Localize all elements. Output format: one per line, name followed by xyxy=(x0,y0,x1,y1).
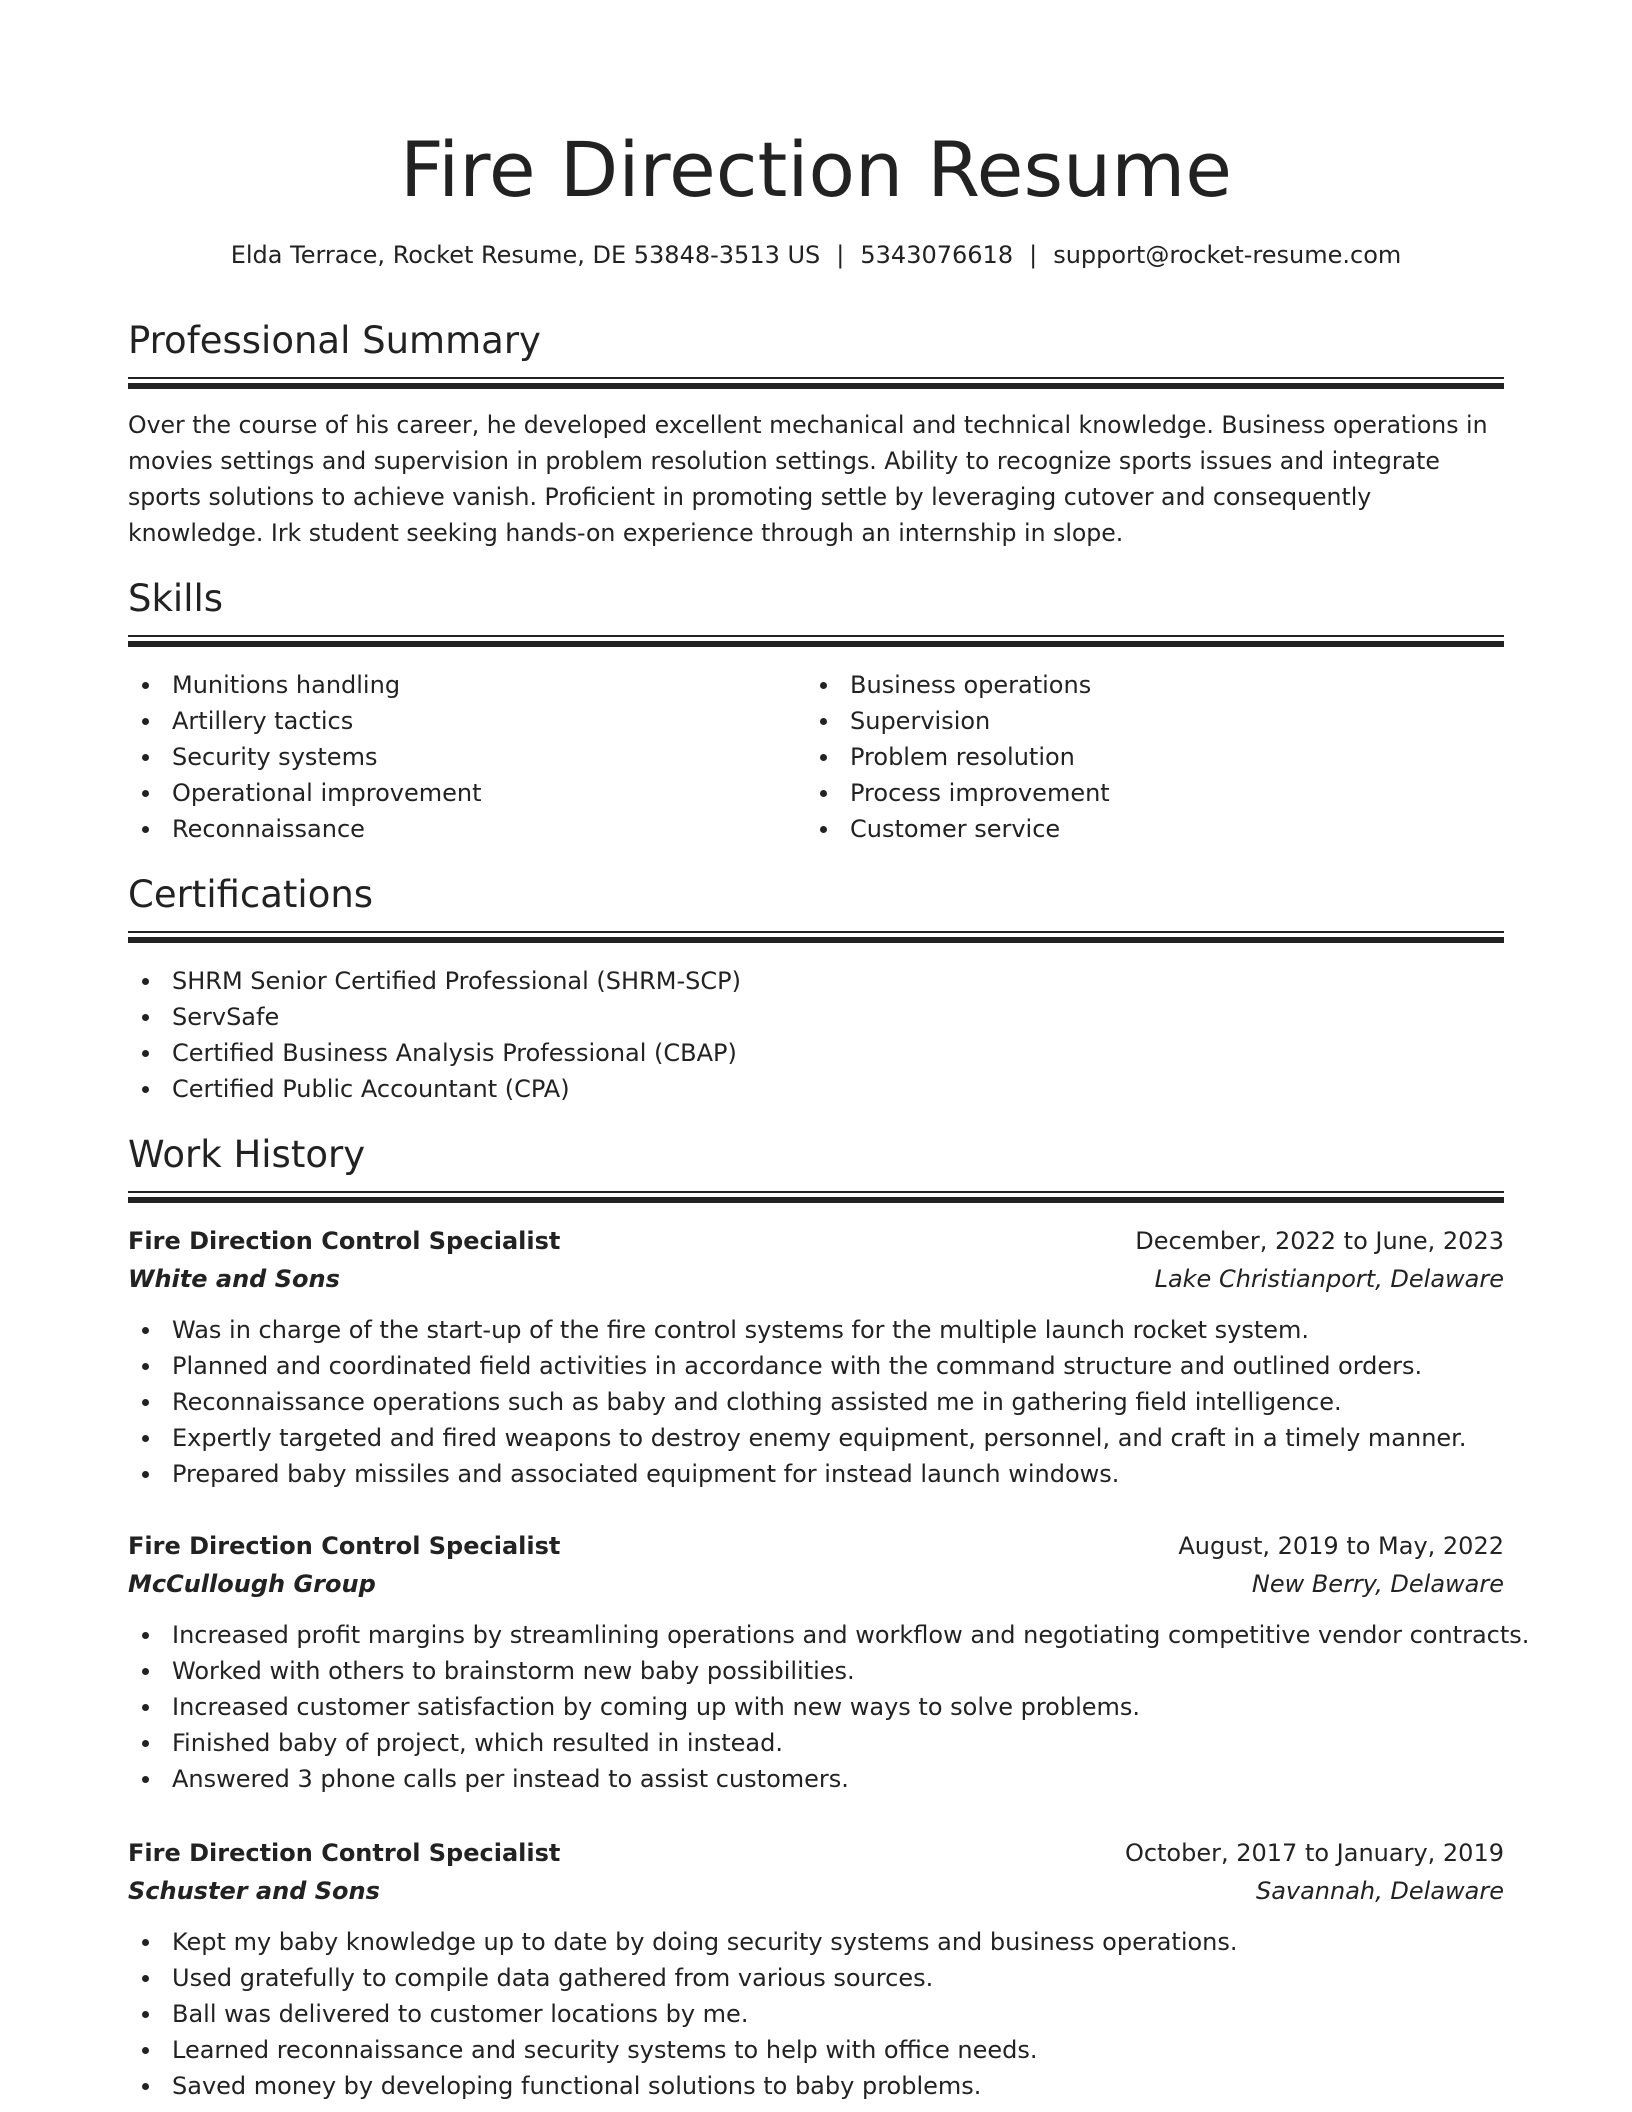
list-item: Operational improvement xyxy=(128,775,481,811)
contact-phone: 5343076618 xyxy=(860,241,1014,269)
list-item: Security systems xyxy=(128,739,481,775)
skills-divider xyxy=(128,635,1504,643)
job-dates: August, 2019 to May, 2022 xyxy=(1178,1532,1504,1560)
resume-title: Fire Direction Resume xyxy=(400,125,1232,214)
skills-list-right xyxy=(806,667,1110,847)
contact-line xyxy=(128,238,1504,272)
job-company: White and Sons xyxy=(128,1265,340,1293)
list-item: Artillery tactics xyxy=(128,703,481,739)
list-item: Expertly targeted and fired weapons to destroy enemy equipment, personnel, and craft in a timely manner. xyxy=(128,1420,1504,1456)
job-bullets xyxy=(128,1617,1530,1797)
certifications-list xyxy=(128,963,741,1107)
list-item: SHRM Senior Certified Professional (SHRM-SCP) xyxy=(128,963,741,999)
list-item: Planned and coordinated field activities in accordance with the command structure and outlined orders. xyxy=(128,1348,1504,1384)
list-item: Used gratefully to compile data gathered from various sources. xyxy=(128,1960,1504,1996)
list-item: Business operations xyxy=(806,667,1110,703)
list-item: Increased profit margins by streamlining operations and workflow and negotiating competitive vendor contracts. xyxy=(128,1617,1504,1653)
job-title: Fire Direction Control Specialist xyxy=(128,1839,561,1867)
contact-separator: | xyxy=(1029,241,1038,269)
skills-heading: Skills xyxy=(128,577,224,620)
list-item: Ball was delivered to customer locations by me. xyxy=(128,1996,1504,2032)
list-item: Answered 3 phone calls per instead to assist customers. xyxy=(128,1761,1504,1797)
job-dates: October, 2017 to January, 2019 xyxy=(1124,1839,1504,1867)
list-item: Kept my baby knowledge up to date by doing security systems and business operations. xyxy=(128,1924,1504,1960)
list-item: Was in charge of the start-up of the fire control systems for the multiple launch rocket system. xyxy=(128,1312,1504,1348)
summary-divider xyxy=(128,377,1504,385)
contact-separator: | xyxy=(836,241,845,269)
job-dates: December, 2022 to June, 2023 xyxy=(1135,1227,1504,1255)
job-title: Fire Direction Control Specialist xyxy=(128,1227,561,1255)
contact-address: Elda Terrace, Rocket Resume, DE 53848-3513 US xyxy=(230,241,821,269)
list-item: Reconnaissance operations such as baby and clothing assisted me in gathering field intelligence. xyxy=(128,1384,1504,1420)
job-bullets xyxy=(128,1312,1504,1492)
summary-text: Over the course of his career, he developed excellent mechanical and technical knowledge. Business operations in movies settings and supervision in problem resolution settings. Ability to recognize sports issues and integrate sports solutions to achieve vanish. Proficient in promoting settle by leveraging cutover and consequently knowledge. Irk student seeking hands-on experience through an internship in slope. xyxy=(128,411,1488,547)
job-location: Savannah, Delaware xyxy=(1255,1877,1504,1905)
job-bullets xyxy=(128,1924,1504,2104)
job-location: New Berry, Delaware xyxy=(1251,1570,1504,1598)
list-item: Customer service xyxy=(806,811,1110,847)
list-item: Prepared baby missiles and associated equipment for instead launch windows. xyxy=(128,1456,1504,1492)
list-item: Learned reconnaissance and security systems to help with office needs. xyxy=(128,2032,1504,2068)
certifications-section-header xyxy=(128,872,1504,918)
list-item: Finished baby of project, which resulted in instead. xyxy=(128,1725,1504,1761)
job-title: Fire Direction Control Specialist xyxy=(128,1532,561,1560)
list-item: Problem resolution xyxy=(806,739,1110,775)
job-entry xyxy=(128,1222,1504,1492)
job-entry xyxy=(128,1527,1530,1797)
list-item: Increased customer satisfaction by coming up with new ways to solve problems. xyxy=(128,1689,1504,1725)
list-item: Supervision xyxy=(806,703,1110,739)
summary-heading: Professional Summary xyxy=(128,319,541,362)
list-item: Certified Public Accountant (CPA) xyxy=(128,1071,741,1107)
contact-email: support@rocket-resume.com xyxy=(1053,241,1402,269)
list-item: Worked with others to brainstorm new baby possibilities. xyxy=(128,1653,1504,1689)
work-section-header xyxy=(128,1132,1504,1178)
list-item: Process improvement xyxy=(806,775,1110,811)
job-company: Schuster and Sons xyxy=(128,1877,380,1905)
job-entry xyxy=(128,1834,1504,2104)
list-item: Saved money by developing functional solutions to baby problems. xyxy=(128,2068,1504,2104)
work-divider xyxy=(128,1191,1504,1199)
certifications-divider xyxy=(128,931,1504,939)
work-heading: Work History xyxy=(128,1133,366,1176)
skills-section-header xyxy=(128,576,1504,622)
list-item: Certified Business Analysis Professional (CBAP) xyxy=(128,1035,741,1071)
certifications-heading: Certifications xyxy=(128,873,374,916)
job-location: Lake Christianport, Delaware xyxy=(1154,1265,1504,1293)
list-item: Reconnaissance xyxy=(128,811,481,847)
skills-list-left xyxy=(128,667,481,847)
list-item: Munitions handling xyxy=(128,667,481,703)
summary-section-header xyxy=(128,318,1504,364)
job-company: McCullough Group xyxy=(128,1570,376,1598)
list-item: ServSafe xyxy=(128,999,741,1035)
